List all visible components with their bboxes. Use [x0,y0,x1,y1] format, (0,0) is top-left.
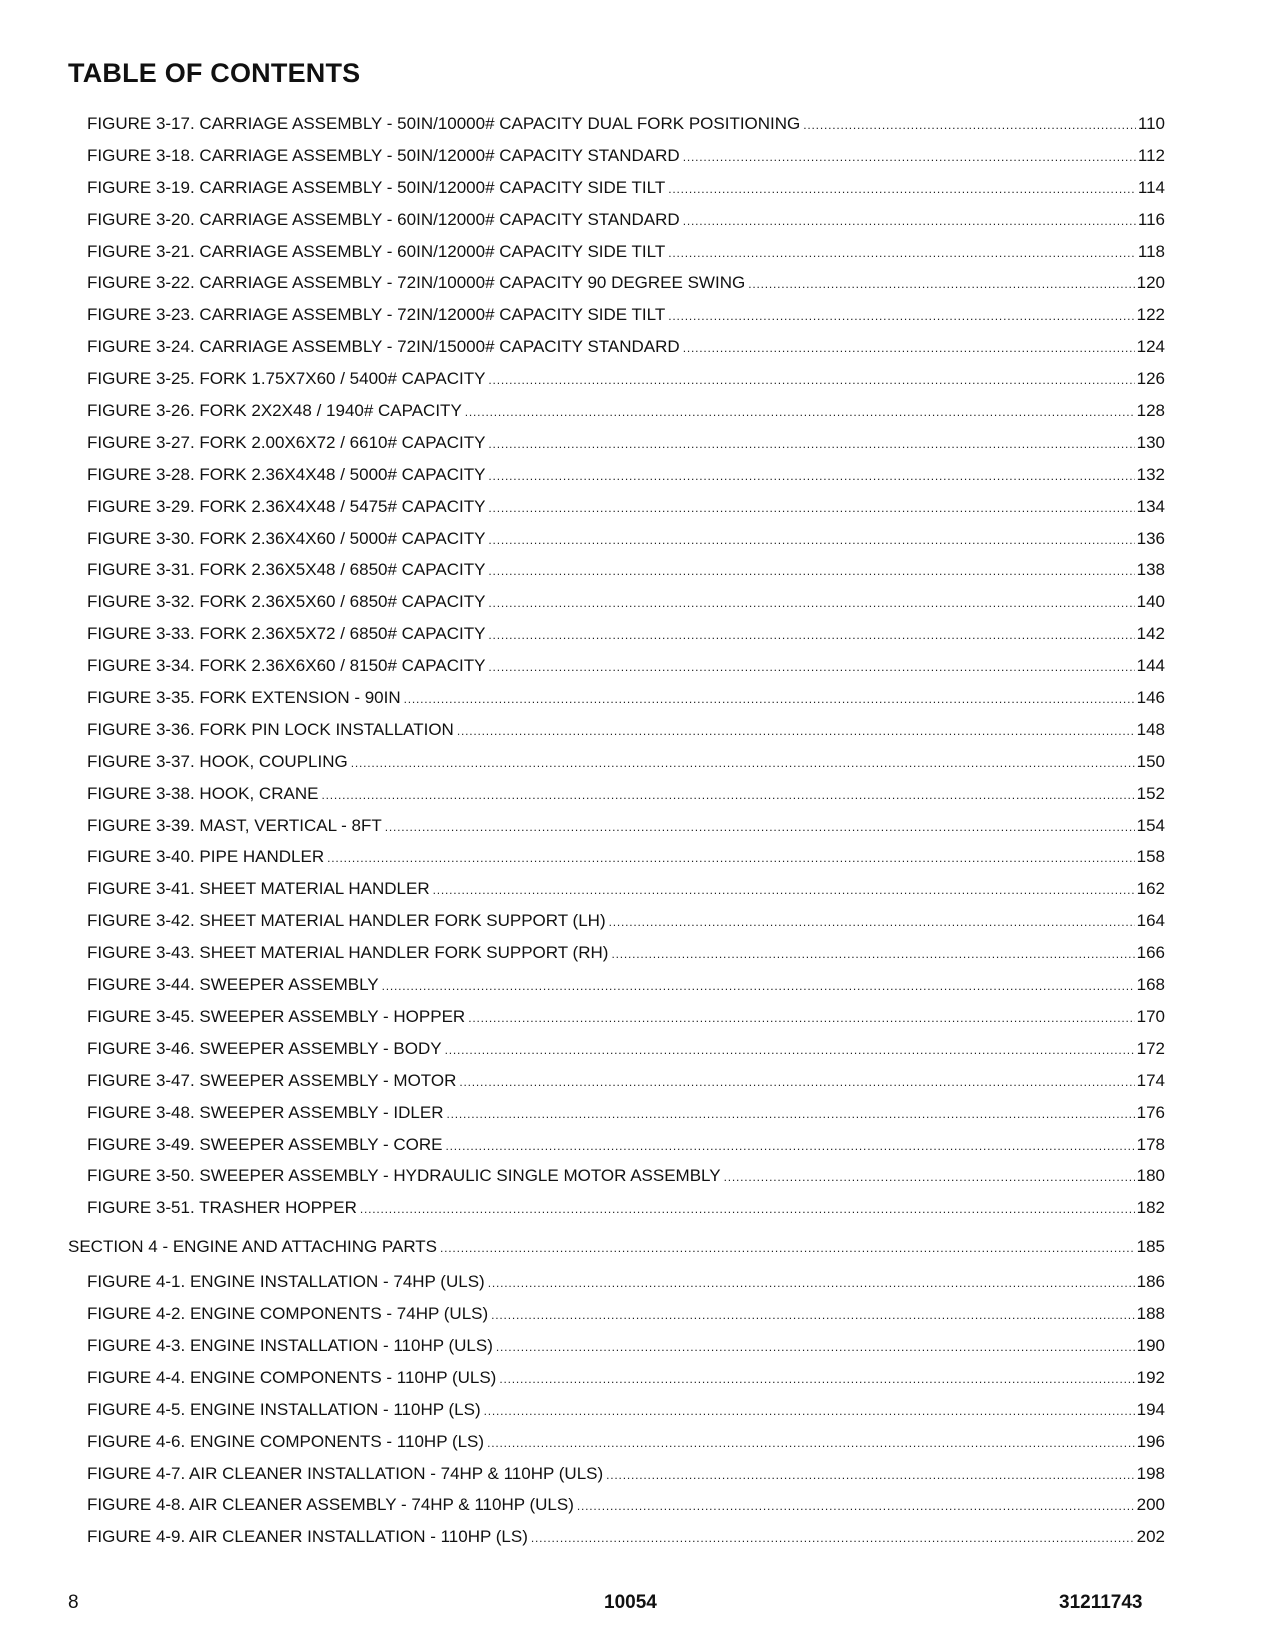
toc-entry-label: FIGURE 3-33. FORK 2.36X5X72 / 6850# CAPACITY [87,624,486,644]
toc-entry-label: FIGURE 3-30. FORK 2.36X4X60 / 5000# CAPACITY [87,528,486,548]
toc-figure-entry[interactable] [68,1458,1165,1490]
toc-entry-label: FIGURE 4-6. ENGINE COMPONENTS - 110HP (LS) [87,1431,485,1451]
dot-leader [468,1003,1134,1035]
toc-entry-label: FIGURE 4-3. ENGINE INSTALLATION - 110HP (ULS) [87,1335,493,1355]
toc-entry-page: 192 [1136,1367,1165,1387]
dot-leader [724,1162,1135,1194]
toc-entry-page: 116 [1137,209,1165,229]
toc-entry-page: 188 [1136,1304,1165,1324]
dot-leader [499,1364,1134,1396]
dot-leader [683,206,1136,238]
toc-entry-page: 198 [1136,1463,1165,1483]
dot-leader [488,1268,1135,1300]
toc-entry-page: 178 [1136,1134,1165,1154]
dot-leader [382,971,1135,1003]
toc-figure-entry[interactable] [68,778,1165,810]
dot-leader [487,1428,1135,1460]
toc-figure-entry[interactable] [68,1192,1165,1224]
toc-entry-label: FIGURE 3-49. SWEEPER ASSEMBLY - CORE [87,1134,443,1154]
toc-entry-label: FIGURE 3-46. SWEEPER ASSEMBLY - BODY [87,1038,442,1058]
toc-entry-label: FIGURE 3-22. CARRIAGE ASSEMBLY - 72IN/10000# CAPACITY 90 DEGREE SWING [87,273,746,293]
toc-entry-page: 190 [1136,1335,1165,1355]
toc-entry-page: 182 [1136,1198,1165,1218]
toc-figure-entry[interactable] [68,204,1165,236]
toc-entry-page: 150 [1136,751,1165,771]
toc-entry-label: FIGURE 3-28. FORK 2.36X4X48 / 5000# CAPACITY [87,464,486,484]
toc-entry-label: FIGURE 4-1. ENGINE INSTALLATION - 74HP (ULS) [87,1272,485,1292]
toc-entry-page: 194 [1136,1399,1165,1419]
toc-figure-entry[interactable] [68,650,1165,682]
toc-entry-label: FIGURE 3-25. FORK 1.75X7X60 / 5400# CAPACITY [87,369,486,389]
toc-figure-entry[interactable] [68,1362,1165,1394]
toc-figure-entry[interactable] [68,1330,1165,1362]
toc-entry-label: FIGURE 3-43. SHEET MATERIAL HANDLER FORK SUPPORT (RH) [87,943,609,963]
toc-entry-label: FIGURE 3-34. FORK 2.36X6X60 / 8150# CAPACITY [87,656,486,676]
toc-figure-entry[interactable] [68,618,1165,650]
toc-figure-entry[interactable] [68,140,1165,172]
toc-entry-label: FIGURE 3-29. FORK 2.36X4X48 / 5475# CAPACITY [87,496,486,516]
toc-entry-page: 114 [1137,177,1165,197]
dot-leader [446,1131,1135,1163]
toc-figure-entry[interactable] [68,331,1165,363]
toc-entry-page: 152 [1136,783,1165,803]
toc-figure-entry[interactable] [68,523,1165,555]
toc-entry-label: FIGURE 3-42. SHEET MATERIAL HANDLER FORK SUPPORT (LH) [87,911,606,931]
toc-entry-page: 202 [1136,1527,1165,1547]
toc-figure-entry[interactable] [68,491,1165,523]
toc-entry-page: 140 [1136,592,1165,612]
dot-leader [488,620,1134,652]
dot-leader [488,365,1134,397]
toc-figure-entry[interactable] [68,1426,1165,1458]
toc-figure-entry[interactable] [68,1160,1165,1192]
toc-entry-page: 200 [1136,1495,1165,1515]
toc-list [68,108,1165,1553]
dot-leader [531,1523,1135,1555]
toc-entry-page: 146 [1136,688,1165,708]
toc-entry-label: FIGURE 3-39. MAST, VERTICAL - 8FT [87,815,382,835]
toc-figure-entry[interactable] [68,937,1165,969]
dot-leader [446,1099,1134,1131]
toc-entry-page: 110 [1137,114,1165,133]
dot-leader [465,397,1135,429]
toc-entry-label: FIGURE 4-9. AIR CLEANER INSTALLATION - 110HP (LS) [87,1527,528,1547]
toc-figure-entry[interactable] [68,1129,1165,1161]
toc-figure-entry[interactable] [68,363,1165,395]
dot-leader [683,333,1135,365]
toc-figure-entry[interactable] [68,1521,1165,1553]
toc-entry-label: FIGURE 3-27. FORK 2.00X6X72 / 6610# CAPACITY [87,432,486,452]
toc-entry-label: FIGURE 3-47. SWEEPER ASSEMBLY - MOTOR [87,1070,457,1090]
toc-entry-page: 174 [1136,1070,1165,1090]
toc-entry-label: FIGURE 3-21. CARRIAGE ASSEMBLY - 60IN/12000# CAPACITY SIDE TILT [87,241,666,261]
toc-figure-entry[interactable] [68,1394,1165,1426]
toc-entry-page: 112 [1137,145,1165,165]
toc-entry-label: FIGURE 3-41. SHEET MATERIAL HANDLER [87,879,430,899]
toc-entry-page: 124 [1136,337,1165,357]
toc-entry-page: 154 [1136,815,1165,835]
toc-figure-entry[interactable] [68,682,1165,714]
toc-entry-page: 138 [1136,560,1165,580]
dot-leader [404,684,1135,716]
toc-figure-entry[interactable] [68,1065,1165,1097]
dot-leader [433,875,1135,907]
toc-entry-label: FIGURE 3-35. FORK EXTENSION - 90IN [87,688,401,708]
toc-entry-page: 144 [1136,656,1165,676]
dot-leader [496,1332,1135,1364]
toc-figure-entry[interactable] [68,1033,1165,1065]
toc-entry-label: FIGURE 3-18. CARRIAGE ASSEMBLY - 50IN/12000# CAPACITY STANDARD [87,145,680,165]
dot-leader [351,748,1135,780]
toc-entry-label: FIGURE 3-17. CARRIAGE ASSEMBLY - 50IN/10000# CAPACITY DUAL FORK POSITIONING [87,114,801,133]
toc-figure-entry[interactable] [68,1001,1165,1033]
toc-figure-entry[interactable] [68,873,1165,905]
dot-leader [606,1460,1134,1492]
dot-leader [488,652,1134,684]
toc-entry-label: FIGURE 3-45. SWEEPER ASSEMBLY - HOPPER [87,1006,466,1026]
toc-entry-page: 134 [1136,496,1165,516]
toc-entry-label: FIGURE 3-44. SWEEPER ASSEMBLY [87,975,379,995]
toc-entry-label: FIGURE 3-50. SWEEPER ASSEMBLY - HYDRAULIC SINGLE MOTOR ASSEMBLY [87,1166,721,1186]
toc-entry-page: 158 [1136,847,1165,867]
dot-leader [457,716,1135,748]
toc-entry-label: FIGURE 3-31. FORK 2.36X5X48 / 6850# CAPACITY [87,560,486,580]
page-title: TABLE OF CONTENTS [68,58,361,88]
toc-figure-entry[interactable] [68,554,1165,586]
toc-figure-entry[interactable] [68,810,1165,842]
dot-leader [385,812,1135,844]
dot-leader [488,525,1134,557]
toc-figure-entry[interactable] [68,427,1165,459]
toc-entry-page: 170 [1136,1006,1165,1026]
toc-figure-entry[interactable] [68,299,1165,331]
toc-entry-page: 118 [1137,241,1165,261]
toc-entry-label: FIGURE 4-4. ENGINE COMPONENTS - 110HP (ULS) [87,1367,497,1387]
toc-entry-page: 120 [1136,273,1165,293]
dot-leader [668,238,1136,270]
dot-leader [488,461,1134,493]
toc-entry-page: 148 [1136,719,1165,739]
dot-leader [668,301,1134,333]
toc-entry-label: FIGURE 3-23. CARRIAGE ASSEMBLY - 72IN/12000# CAPACITY SIDE TILT [87,305,666,325]
dot-leader [488,429,1134,461]
toc-entry-label: FIGURE 3-32. FORK 2.36X5X60 / 6850# CAPACITY [87,592,486,612]
toc-entry-label: FIGURE 3-19. CARRIAGE ASSEMBLY - 50IN/12000# CAPACITY SIDE TILT [87,177,666,197]
toc-entry-page: 142 [1136,624,1165,644]
dot-leader [488,556,1134,588]
toc-figure-entry[interactable] [68,395,1165,427]
toc-figure-entry[interactable] [68,1489,1165,1521]
dot-leader [683,142,1136,174]
toc-entry-label: FIGURE 3-48. SWEEPER ASSEMBLY - IDLER [87,1102,444,1122]
dot-leader [459,1067,1134,1099]
toc-figure-entry[interactable] [68,714,1165,746]
dot-leader [668,174,1136,206]
toc-entry-page: 122 [1136,305,1165,325]
footer-page-number: 8 [68,1592,79,1613]
toc-figure-entry[interactable] [68,969,1165,1001]
toc-entry-page: 196 [1136,1431,1165,1451]
toc-figure-entry[interactable] [68,172,1165,204]
toc-entry-page: 172 [1136,1038,1165,1058]
toc-entry-page: 132 [1136,464,1165,484]
toc-entry-page: 185 [1136,1237,1165,1257]
toc-entry-page: 164 [1136,911,1165,931]
dot-leader [611,939,1134,971]
toc-entry-page: 162 [1136,879,1165,899]
toc-figure-entry[interactable] [68,459,1165,491]
toc-entry-label: FIGURE 3-36. FORK PIN LOCK INSTALLATION [87,719,454,739]
footer-document-number: 31211743 [1059,1592,1143,1613]
toc-entry-label: SECTION 4 - ENGINE AND ATTACHING PARTS [68,1237,438,1257]
dot-leader [748,269,1134,301]
toc-entry-page: 168 [1136,975,1165,995]
dot-leader [440,1227,1135,1269]
toc-entry-label: FIGURE 3-40. PIPE HANDLER [87,847,325,867]
toc-entry-label: FIGURE 3-24. CARRIAGE ASSEMBLY - 72IN/15000# CAPACITY STANDARD [87,337,680,357]
dot-leader [484,1396,1135,1428]
toc-entry-label: FIGURE 3-20. CARRIAGE ASSEMBLY - 60IN/12000# CAPACITY STANDARD [87,209,680,229]
toc-figure-entry[interactable] [68,746,1165,778]
toc-figure-entry[interactable] [68,236,1165,268]
toc-entry-page: 186 [1136,1272,1165,1292]
toc-entry-label: FIGURE 4-8. AIR CLEANER ASSEMBLY - 74HP & 110HP (ULS) [87,1495,574,1515]
toc-figure-entry[interactable] [68,841,1165,873]
toc-entry-label: FIGURE 3-26. FORK 2X2X48 / 1940# CAPACITY [87,401,462,421]
toc-figure-entry[interactable] [68,586,1165,618]
toc-entry-label: FIGURE 4-2. ENGINE COMPONENTS - 74HP (ULS) [87,1304,489,1324]
toc-entry-page: 128 [1136,401,1165,421]
footer-center-code: 10054 [604,1592,657,1613]
toc-entry-label: FIGURE 3-38. HOOK, CRANE [87,783,319,803]
toc-figure-entry[interactable] [68,1097,1165,1129]
toc-figure-entry[interactable] [68,267,1165,299]
toc-entry-page: 176 [1136,1102,1165,1122]
dot-leader [327,843,1135,875]
dot-leader [609,907,1135,939]
toc-entry-page: 136 [1136,528,1165,548]
toc-figure-entry[interactable] [68,1298,1165,1330]
toc-entry-label: FIGURE 3-37. HOOK, COUPLING [87,751,348,771]
toc-figure-entry[interactable] [68,1266,1165,1298]
toc-entry-page: 180 [1136,1166,1165,1186]
dot-leader [445,1035,1135,1067]
toc-entry-label: FIGURE 4-7. AIR CLEANER INSTALLATION - 74HP & 110HP (ULS) [87,1463,604,1483]
toc-entry-label: FIGURE 4-5. ENGINE INSTALLATION - 110HP (LS) [87,1399,481,1419]
dot-leader [803,110,1136,142]
dot-leader [321,780,1134,812]
dot-leader [488,588,1134,620]
toc-entry-page: 166 [1136,943,1165,963]
dot-leader [577,1491,1135,1523]
toc-figure-entry[interactable] [68,108,1165,140]
toc-entry-page: 130 [1136,432,1165,452]
dot-leader [488,493,1134,525]
dot-leader [491,1300,1134,1332]
dot-leader [360,1194,1135,1226]
toc-entry-label: FIGURE 3-51. TRASHER HOPPER [87,1198,357,1218]
toc-section-entry[interactable] [68,1226,1165,1268]
toc-figure-entry[interactable] [68,905,1165,937]
toc-entry-page: 126 [1136,369,1165,389]
